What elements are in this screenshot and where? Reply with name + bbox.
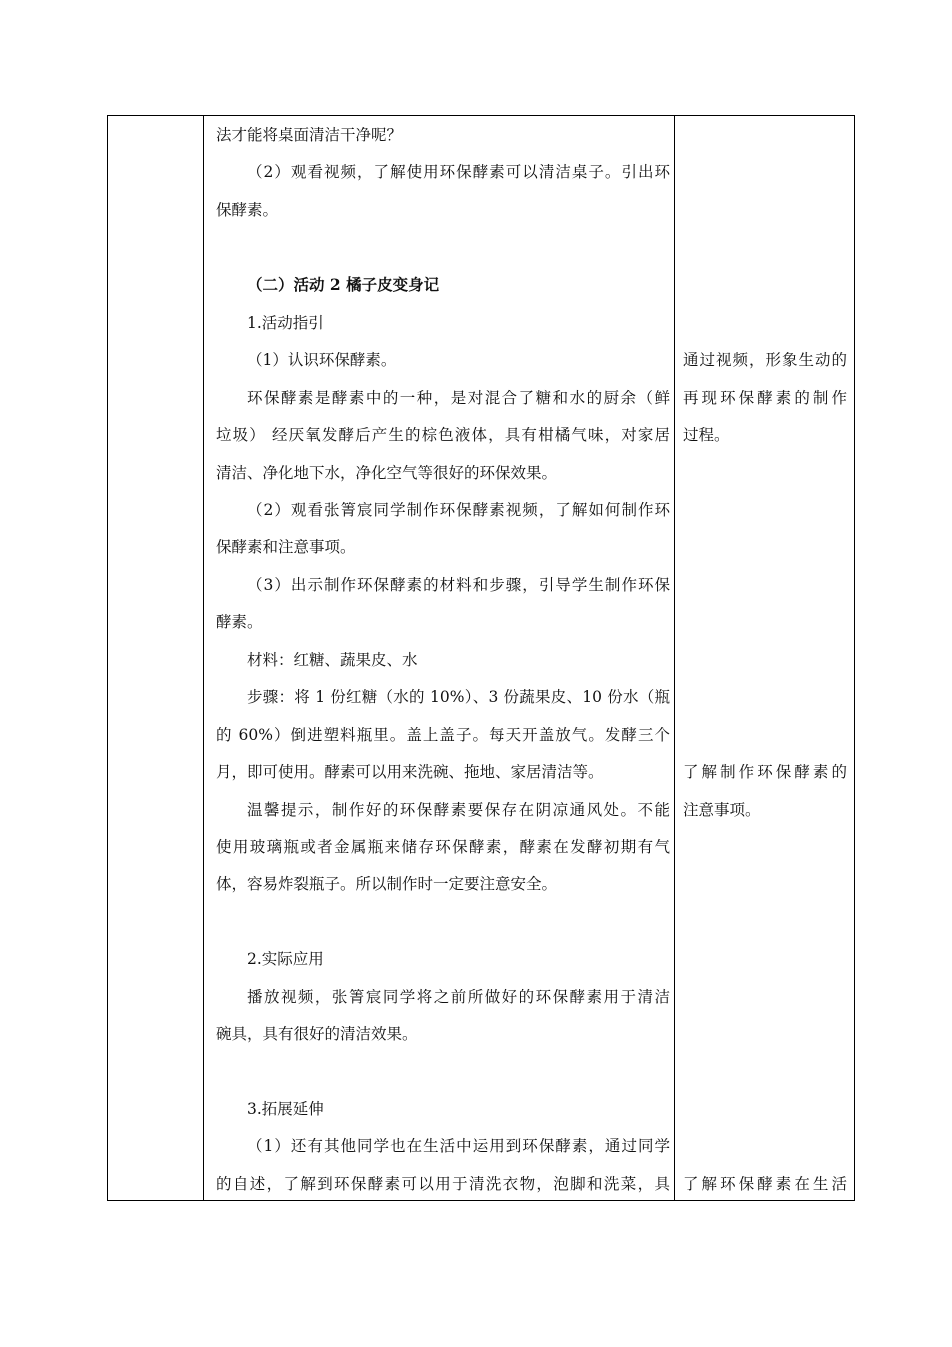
text-line: （1）认识环保酵素。 — [247, 351, 397, 369]
text-line: 清洁、净化地下水，净化空气等很好的环保效果。 — [216, 464, 558, 482]
note-line: 了解环保酵素在生活 — [683, 1175, 847, 1193]
column-divider-right — [674, 116, 675, 1200]
text-line: 的 60%）倒进塑料瓶里。盖上盖子。每天开盖放气。发酵三个 — [216, 726, 670, 744]
text-line: （2）观看张箐宸同学制作环保酵素视频，了解如何制作环 — [247, 501, 670, 519]
text-line: 月，即可使用。酵素可以用来洗碗、拖地、家居清洁等。 — [216, 763, 604, 781]
column-divider-left — [203, 116, 204, 1200]
text-line: （2）观看视频，了解使用环保酵素可以清洁桌子。引出环 — [247, 163, 670, 181]
text-line: 播放视频，张箐宸同学将之前所做好的环保酵素用于清洁 — [247, 988, 670, 1006]
subheading-activity-guide: 1.活动指引 — [247, 314, 324, 332]
note-line: 再现环保酵素的制作 — [683, 389, 847, 407]
text-line: 使用玻璃瓶或者金属瓶来储存环保酵素，酵素在发酵初期有气 — [216, 838, 670, 856]
note-line: 了解制作环保酵素的 — [683, 763, 847, 781]
text-line: 的自述，了解到环保酵素可以用于清洗衣物，泡脚和洗菜，具 — [216, 1175, 670, 1193]
text-line: 体，容易炸裂瓶子。所以制作时一定要注意安全。 — [216, 875, 558, 893]
section-heading-activity-2: （二）活动 2 橘子皮变身记 — [247, 275, 440, 294]
tip-line: 温馨提示，制作好的环保酵素要保存在阴凉通风处。不能 — [247, 801, 670, 819]
lesson-plan-table — [107, 115, 855, 1201]
text-line: （1）还有其他同学也在生活中运用到环保酵素，通过同学 — [247, 1137, 670, 1155]
text-line: （3）出示制作环保酵素的材料和步骤，引导学生制作环保 — [247, 576, 670, 594]
note-line: 通过视频，形象生动的 — [683, 351, 847, 369]
note-line: 注意事项。 — [683, 801, 761, 819]
text-line: 碗具，具有很好的清洁效果。 — [216, 1025, 418, 1043]
materials-line: 材料：红糖、蔬果皮、水 — [247, 651, 418, 669]
text-line: 垃圾） 经厌氧发酵后产生的棕色液体，具有柑橘气味，对家居 — [216, 426, 670, 444]
steps-line: 步骤：将 1 份红糖（水的 10%）、3 份蔬果皮、10 份水（瓶 — [247, 688, 670, 706]
text-line: 保酵素和注意事项。 — [216, 538, 356, 556]
text-line: 环保酵素是酵素中的一种，是对混合了糖和水的厨余（鲜 — [247, 389, 670, 407]
subheading-practical-application: 2.实际应用 — [247, 950, 324, 968]
text-line: 酵素。 — [216, 613, 263, 631]
text-line: 保酵素。 — [216, 201, 279, 219]
text-line: 法才能将桌面清洁干净呢？ — [216, 126, 403, 144]
note-line: 过程。 — [683, 426, 730, 444]
subheading-extension: 3.拓展延伸 — [247, 1100, 324, 1118]
